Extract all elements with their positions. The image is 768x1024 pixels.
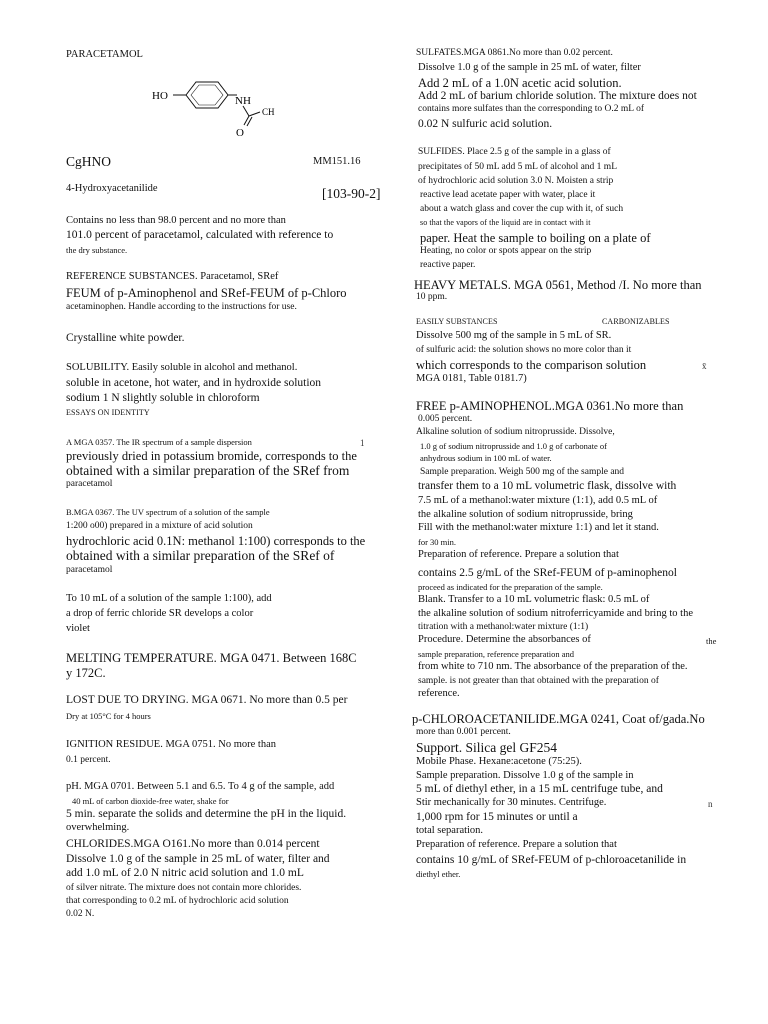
solubility-line: sodium 1 N slightly soluble in chloroform: [66, 392, 260, 404]
chloroacetanilide-line: Support. Silica gel GF254: [416, 740, 557, 755]
sulfates-line: Dissolve 1.0 g of the sample in 25 mL of water, filter: [418, 62, 641, 73]
benzene-ring: [186, 82, 228, 108]
structure-svg: [146, 72, 306, 142]
carbonizable-line: Dissolve 500 mg of the sample in 5 mL of SR.: [416, 330, 612, 341]
chloroacetanilide-line: Sample preparation. Dissolve 1.0 g of the sample in: [416, 770, 634, 781]
ho-label: HO: [152, 90, 168, 102]
sulfides-line: so that the vapors of the liquid are in contact with it: [420, 218, 591, 227]
identity-a-line: A MGA 0357. The IR spectrum of a sample dispersion: [66, 437, 252, 447]
chloroacetanilide-line: more than 0.001 percent.: [416, 727, 511, 737]
chlorides-line: of silver nitrate. The mixture does not contain more chlorides.: [66, 883, 302, 893]
chlorides-line: Dissolve 1.0 g of the sample in 25 mL of water, filter and: [66, 853, 330, 865]
identity-c-line: violet: [66, 623, 90, 634]
margin-mark: n: [708, 799, 713, 809]
aminophenol-line: sample. is not greater than that obtained with the preparation of: [418, 676, 659, 686]
carbonizable-line: of sulfuric acid: the solution shows no more color than it: [416, 345, 632, 355]
margin-mark: 1: [360, 438, 365, 448]
solubility-heading: SOLUBILITY. Easily soluble in alcohol and methanol.: [66, 362, 298, 373]
identity-a-line: obtained with a similar preparation of the SRef from: [66, 463, 350, 478]
chloroacetanilide-line: Preparation of reference. Prepare a solution that: [416, 839, 617, 850]
sulfides-line: paper. Heat the sample to boiling on a plate of: [420, 231, 651, 245]
molecular-formula: CgHNO: [66, 154, 112, 169]
identity-b-line: B.MGA 0367. The UV spectrum of a solution of the sample: [66, 507, 270, 517]
aminophenol-line: the alkaline solution of sodium nitroferricyamide and bring to the: [418, 608, 693, 619]
aminophenol-line: anhydrous sodium in 100 mL of water.: [420, 453, 552, 463]
assay-line: 101.0 percent of paracetamol, calculated with reference to: [66, 229, 334, 241]
identity-b-line: 1:200 o00) prepared in a mixture of acid solution: [66, 521, 253, 531]
ph-line: 40 mL of carbon dioxide-free water, shake for: [72, 796, 229, 806]
reference-heading: REFERENCE SUBSTANCES. Paracetamol, SRef: [66, 271, 279, 282]
ignition-line: 0.1 percent.: [66, 755, 111, 765]
solubility-line: soluble in acetone, hot water, and in hydroxide solution: [66, 377, 322, 389]
chlorides-line: that corresponding to 0.2 mL of hydrochloric acid solution: [66, 896, 289, 906]
chlorides-line: add 1.0 mL of 2.0 N nitric acid solution and 1.0 mL: [66, 867, 304, 879]
carbonizable-line: which corresponds to the comparison solution: [416, 358, 647, 372]
aminophenol-line: from white to 710 nm. The absorbance of the preparation of the.: [418, 661, 688, 672]
drying-line: Dry at 105°C for 4 hours: [66, 711, 151, 721]
chloroacetanilide-line: Mobile Phase. Hexane:acetone (75:25).: [416, 756, 582, 767]
ph-line: 5 min. separate the solids and determine the pH in the liquid.: [66, 808, 347, 820]
identity-c-line: a drop of ferric chloride SR develops a color: [66, 608, 254, 619]
reference-line: FEUM of p-Aminophenol and SRef-FEUM of p-Chloro: [66, 286, 347, 300]
identity-b-line: paracetamol: [66, 565, 113, 575]
identity-a-line: previously dried in potassium bromide, corresponds to the: [66, 449, 357, 463]
aminophenol-line: the: [706, 636, 717, 646]
sulfides-line: precipitates of 50 mL add 5 mL of alcohol and 1 mL: [418, 162, 618, 172]
melting-line: y 172C.: [66, 666, 106, 680]
chloroacetanilide-line: Stir mechanically for 30 minutes. Centrifuge.: [416, 797, 607, 808]
aminophenol-line: Alkaline solution of sodium nitroprusside. Dissolve,: [416, 427, 615, 437]
aminophenol-line: Procedure. Determine the absorbances of: [418, 634, 591, 645]
ph-line: overwhelming.: [66, 822, 130, 833]
aminophenol-line: transfer them to a 10 mL volumetric flask, dissolve with: [418, 480, 677, 492]
margin-mark: x̄: [702, 361, 707, 371]
ignition-heading: IGNITION RESIDUE. MGA 0751. No more than: [66, 739, 276, 750]
description: Crystalline white powder.: [66, 332, 185, 344]
identity-c-line: To 10 mL of a solution of the sample 1:100), add: [66, 593, 272, 604]
cas-number: [103-90-2]: [322, 186, 381, 201]
aminophenol-line: 7.5 mL of a methanol:water mixture (1:1), add 0.5 mL of: [418, 495, 658, 506]
sulfates-line: 0.02 N sulfuric acid solution.: [418, 118, 553, 130]
aminophenol-line: Blank. Transfer to a 10 mL volumetric flask: 0.5 mL of: [418, 594, 650, 605]
sulfides-line: of hydrochloric acid solution 3.0 N. Moisten a strip: [418, 176, 614, 186]
identity-b-line: hydrochloric acid 0.1N: methanol 1:100) corresponds to the: [66, 534, 366, 548]
heavy-metals-heading: HEAVY METALS. MGA 0561, Method /I. No more than: [414, 278, 702, 292]
sulfates-line: Add 2 mL of barium chloride solution. The mixture does not: [418, 90, 697, 102]
sulfides-line: reactive paper.: [420, 260, 476, 270]
aminophenol-line: Preparation of reference. Prepare a solution that: [418, 549, 619, 560]
chloroacetanilide-line: diethyl ether.: [416, 869, 461, 879]
carbonizable-line: MGA 0181, Table 0181.7): [416, 373, 527, 384]
bond: [243, 106, 249, 116]
assay-line: the dry substance.: [66, 245, 128, 255]
aminophenol-line: Fill with the methanol:water mixture 1:1) and let it stand.: [418, 522, 659, 533]
aminophenol-line: 0.005 percent.: [418, 414, 473, 424]
ch-label: CH: [262, 107, 275, 117]
carbonizable-heading-left: EASILY SUBSTANCES: [416, 317, 498, 326]
monograph-title: PARACETAMOL: [66, 49, 143, 60]
sulfides-line: about a watch glass and cover the cup with it, of such: [420, 204, 624, 214]
chloroacetanilide-heading: p-CHLOROACETANILIDE.MGA 0241, Coat of/gada.No: [412, 712, 705, 726]
o-label: O: [236, 127, 244, 139]
identity-heading: ESSAYS ON IDENTITY: [66, 408, 150, 417]
chlorides-heading: CHLORIDES.MGA O161.No more than 0.014 percent: [66, 838, 320, 850]
sulfides-line: Heating, no color or spots appear on the strip: [420, 246, 592, 256]
sulfates-line: Add 2 mL of a 1.0N acetic acid solution.: [418, 76, 622, 90]
drying-heading: LOST DUE TO DRYING. MGA 0671. No more than 0.5 per: [66, 694, 348, 706]
aminophenol-line: for 30 min.: [418, 537, 457, 547]
aminophenol-line: proceed as indicated for the preparation of the sample.: [418, 582, 603, 592]
assay-line: Contains no less than 98.0 percent and no more than: [66, 215, 286, 226]
sulfides-heading: SULFIDES. Place 2.5 g of the sample in a glass of: [418, 147, 611, 157]
chlorides-line: 0.02 N.: [66, 909, 95, 919]
aminophenol-line: Sample preparation. Weigh 500 mg of the sample and: [420, 467, 625, 477]
aminophenol-line: 1.0 g of sodium nitroprusside and 1.0 g of carbonate of: [420, 441, 607, 451]
ph-heading: pH. MGA 0701. Between 5.1 and 6.5. To 4 g of the sample, add: [66, 781, 335, 792]
chloroacetanilide-line: contains 10 g/mL of SRef-FEUM of p-chloroacetanilide in: [416, 854, 687, 866]
sulfates-line: contains more sulfates than the corresponding to O.2 mL of: [418, 104, 645, 114]
carbonizable-heading-right: CARBONIZABLES: [602, 317, 670, 326]
benzene-inner-ring: [191, 85, 223, 105]
aminophenol-line: titration with a methanol:water mixture (1:1): [418, 622, 589, 632]
aminophenol-heading: FREE p-AMINOPHENOL.MGA 0361.No more than: [416, 399, 684, 413]
aminophenol-line: contains 2.5 g/mL of the SRef-FEUM of p-aminophenol: [418, 567, 677, 579]
aminophenol-line: sample preparation, reference preparation and: [418, 649, 574, 659]
chloroacetanilide-line: 1,000 rpm for 15 minutes or until a: [416, 811, 578, 823]
chloroacetanilide-line: total separation.: [416, 825, 484, 836]
molar-mass: MM151.16: [313, 156, 361, 167]
chloroacetanilide-line: 5 mL of diethyl ether, in a 15 mL centrifuge tube, and: [416, 783, 663, 795]
identity-b-line: obtained with a similar preparation of the SRef of: [66, 548, 335, 563]
bond: [249, 112, 260, 116]
aminophenol-line: the alkaline solution of sodium nitroprusside, bring: [418, 509, 633, 520]
sulfates-heading: SULFATES.MGA 0861.No more than 0.02 percent.: [416, 48, 613, 58]
sulfides-line: reactive lead acetate paper with water, place it: [420, 190, 596, 200]
melting-heading: MELTING TEMPERATURE. MGA 0471. Between 168C: [66, 651, 357, 665]
aminophenol-line: reference.: [418, 688, 460, 699]
nh-label: NH: [235, 95, 251, 107]
heavy-metals-line: 10 ppm.: [416, 292, 448, 302]
chemical-name: 4-Hydroxyacetanilide: [66, 183, 158, 194]
identity-a-line: paracetamol: [66, 479, 113, 489]
paracetamol-structure-diagram: [146, 72, 306, 142]
reference-line: acetaminophen. Handle according to the instructions for use.: [66, 302, 297, 312]
